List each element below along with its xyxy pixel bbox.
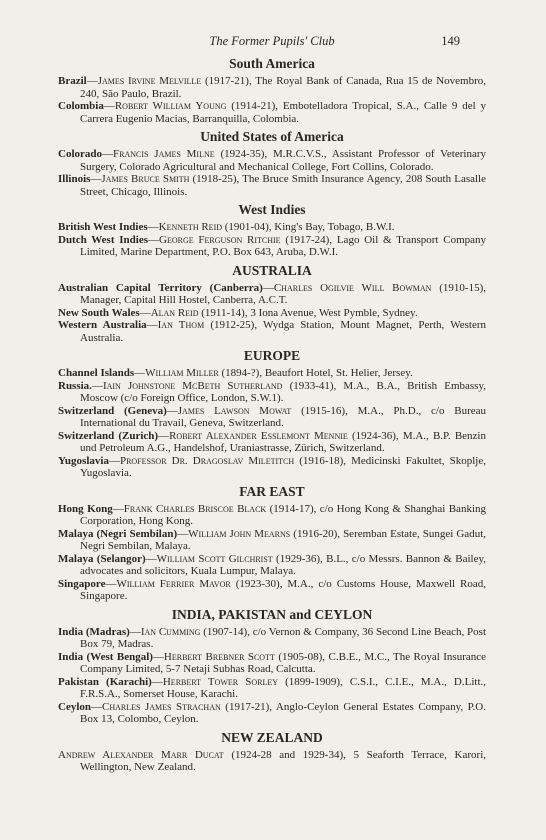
entry-region: Switzerland (Geneva) xyxy=(58,404,167,417)
entry-region: New South Wales xyxy=(58,306,140,319)
entry-region: Dutch West Indies xyxy=(58,233,148,246)
entry-name: James Irvine Melville xyxy=(97,75,202,87)
sections-container xyxy=(58,56,486,774)
entry: Switzerland (Zurich)—Robert Alexander Esslemont Mennie (1924-36), M.A., B.P. Benzin und Petroleum A.G., Handelshof, Uraniastrasse, Zürich, Switzerland. xyxy=(58,429,486,454)
section xyxy=(58,56,486,125)
entry-region: Ceylon xyxy=(58,700,91,713)
section-heading: South America xyxy=(229,56,315,71)
entry: Ceylon—Charles James Strachan (1917-21), Anglo-Ceylon General Estates Company, P.O. Box 13, Colombo, Ceylon. xyxy=(58,700,487,725)
entry-name: George Ferguson Ritchie xyxy=(159,233,281,246)
entry-region: Colombia xyxy=(58,100,104,112)
entry-name: Herbert Brebner Scott xyxy=(163,650,275,663)
entry: Singapore—William Ferrier Mavor (1923-30), M.A., c/o Customs House, Maxwell Road, Singapore. xyxy=(58,577,487,602)
entry: Malaya (Selangor)—William Scott Gilchrist (1929-36), B.L., c/o Messrs. Bannon & Bailey, advocates and solicitors, Kuala Lumpur, Malaya. xyxy=(58,552,487,577)
entry-region: Malaya (Negri Sembilan) xyxy=(58,527,178,540)
entry-details: (1899-1909), C.S.I., C.I.E., M.A., D.Litt., F.R.S.A., Somerset House, Karachi. xyxy=(80,675,487,700)
entry-details: (1915-16), M.A., Ph.D., c/o Bureau International du Travail, Geneva, Switzerland. xyxy=(80,404,487,429)
section-heading: West Indies xyxy=(238,202,306,217)
entry-name: William John Mearns xyxy=(188,527,291,540)
entry: Switzerland (Geneva)—James Lawson Mowat (1915-16), M.A., Ph.D., c/o Bureau International du Travail, Geneva, Switzerland. xyxy=(58,404,487,429)
entry-details: (1911-14), 3 Iona Avenue, West Pymble, Sydney. xyxy=(201,306,418,319)
entry-details: (1910-15), Manager, Capital Hill Hostel, Canberra, A.C.T. xyxy=(80,281,487,306)
section xyxy=(58,607,486,726)
entry-name: Charles Ogilvie Will Bowman xyxy=(273,281,432,294)
entry-region: Hong Kong xyxy=(58,502,113,515)
entry-region: Yugoslavia xyxy=(58,454,109,467)
entry-details: (1916-20), Seremban Estate, Sungei Gadut, Negri Sembilan, Malaya. xyxy=(80,527,487,552)
entry-name: Charles James Strachan xyxy=(102,700,221,713)
entry: Yugoslavia—Professor Dr. Dragoslav Miletitch (1916-18), Medicinski Fakultet, Skoplje, Yugoslavia. xyxy=(58,454,486,479)
entry: India (Madras)—Ian Cumming (1907-14), c/o Vernon & Company, 36 Second Line Beach, Post Box 79, Madras. xyxy=(58,625,487,650)
entry: British West Indies—Kenneth Reid (1901-04), King's Bay, Tobago, B.W.I. xyxy=(58,221,395,233)
section xyxy=(58,129,486,198)
section-heading: United States of America xyxy=(200,129,344,144)
entry-region: British West Indies xyxy=(58,221,148,233)
entry xyxy=(58,749,486,774)
section xyxy=(58,263,486,345)
entry-name: James Lawson Mowat xyxy=(177,404,292,417)
entry-details: (1917-21), The Royal Bank of Canada, Rua 15 de Novembro, 240, São Paulo, Brazil. xyxy=(80,75,486,100)
section-heading: EUROPE xyxy=(243,348,301,363)
entry-details: (1914-17), c/o Hong Kong & Shanghai Banking Corporation, Hong Kong. xyxy=(80,502,487,527)
entry-region: Colorado xyxy=(58,148,102,160)
entry-name: Alan Reid xyxy=(150,306,199,319)
entry-name: Ian Thom xyxy=(157,319,205,331)
entry-name: Iain Johnstone McBeth Sutherland xyxy=(102,379,283,392)
section-heading: FAR EAST xyxy=(239,483,305,499)
entry: Australian Capital Territory (Canberra)—Charles Ogilvie Will Bowman (1910-15), Manager, Capital Hill Hostel, Canberra, A.C.T. xyxy=(58,281,487,306)
section-heading: AUSTRALIA xyxy=(232,262,312,278)
section xyxy=(58,202,486,259)
section xyxy=(58,484,486,603)
entry-region: Brazil xyxy=(58,75,87,87)
entry-details: (1916-18), Medicinski Fakultet, Skoplje, Yugoslavia. xyxy=(80,454,486,479)
entry: New South Wales—Alan Reid (1911-14), 3 Iona Avenue, West Pymble, Sydney. xyxy=(58,306,418,319)
entry-region: Malaya (Selangor) xyxy=(58,552,146,565)
entry-name: Andrew Alexander Marr Ducat xyxy=(58,748,224,761)
entry-name: William Ferrier Mavor xyxy=(116,577,231,590)
entry-details: (1924-35), M.R.C.V.S., Assistant Professor of Veterinary Surgery, Colorado Agricultural and Mechanical College, Fort Collins, Colorado. xyxy=(80,148,486,173)
entry-region: India (West Bengal) xyxy=(58,650,153,663)
entry-region: Channel Islands xyxy=(58,367,135,379)
section xyxy=(58,348,486,480)
entry-region: Illinois xyxy=(58,173,91,185)
entry: Illinois—James Bruce Smith (1918-25), The Bruce Smith Insurance Agency, 208 South Lasalle Street, Chicago, Illinois. xyxy=(58,173,486,198)
entry: Brazil—James Irvine Melville (1917-21), The Royal Bank of Canada, Rua 15 de Novembro, 240, São Paulo, Brazil. xyxy=(58,75,486,100)
entry: Western Australia—Ian Thom (1912-25), Wydga Station, Mount Magnet, Perth, Western Australia. xyxy=(58,319,487,344)
entry-name: William Miller xyxy=(145,367,219,379)
entry-details: (1894-?), Beaufort Hotel, St. Helier, Jersey. xyxy=(221,367,413,379)
entry-details: (1917-21), Anglo-Ceylon General Estates Company, P.O. Box 13, Colombo, Ceylon. xyxy=(80,700,487,725)
entry-name: Frank Charles Briscoe Black xyxy=(123,502,267,515)
running-head xyxy=(58,34,486,52)
entry-details: (1933-41), M.A., B.A., British Embassy, Moscow (c/o Foreign Office, London, S.W.1). xyxy=(80,379,486,404)
entry-details: (1917-24), Lago Oil & Transport Company Limited, Marine Department, P.O. Box 643, Aruba, D.W.I. xyxy=(80,233,487,258)
entry: Pakistan (Karachi)—Herbert Tower Sorley (1899-1909), C.S.I., C.I.E., M.A., D.Litt., F.R.S.A., Somerset House, Karachi. xyxy=(58,675,487,700)
entry-name: Robert Alexander Esslemont Mennie xyxy=(169,429,348,442)
entry: Colorado—Francis James Milne (1924-35), M.R.C.V.S., Assistant Professor of Veterinary Surgery, Colorado Agricultural and Mechanical College, Fort Collins, Colorado. xyxy=(58,148,486,173)
entry: Dutch West Indies—George Ferguson Ritchie (1917-24), Lago Oil & Transport Company Limited, Marine Department, P.O. Box 643, Aruba, D.W.I. xyxy=(58,233,487,258)
entry: India (West Bengal)—Herbert Brebner Scott (1905-08), C.B.E., M.C., The Royal Insurance Company Limited, 5-7 Netaji Subhas Road, Calcutta. xyxy=(58,650,487,675)
entry-region: Western Australia xyxy=(58,319,147,331)
entry-details: (1901-04), King's Bay, Tobago, B.W.I. xyxy=(224,221,395,233)
entry-details: (1923-30), M.A., c/o Customs House, Maxwell Road, Singapore. xyxy=(80,577,487,602)
entry-details: (1924-28 and 1929-34), 5 Seaforth Terrace, Karori, Wellington, New Zealand. xyxy=(80,748,487,773)
entry: Hong Kong—Frank Charles Briscoe Black (1914-17), c/o Hong Kong & Shanghai Banking Corporation, Hong Kong. xyxy=(58,502,487,527)
section-heading: NEW ZEALAND xyxy=(221,729,323,745)
entry-details: (1907-14), c/o Vernon & Company, 36 Second Line Beach, Post Box 79, Madras. xyxy=(80,625,487,650)
entry-details: (1924-36), M.A., B.P. Benzin und Petroleum A.G., Handelshof, Uraniastrasse, Zürich, Switzerland. xyxy=(80,429,486,454)
entry-region: Pakistan (Karachi) xyxy=(58,675,152,688)
entry-region: Australian Capital Territory (Canberra) xyxy=(58,281,263,294)
entry-region: Russia. xyxy=(58,379,92,392)
entry-details: (1912-25), Wydga Station, Mount Magnet, Perth, Western Australia. xyxy=(80,319,487,344)
entry-name: Herbert Tower Sorley xyxy=(162,675,278,688)
entry-name: Kenneth Reid xyxy=(158,221,223,233)
entry: Colombia—Robert William Young (1914-21), Embotelladora Tropical, S.A., Calle 9 del y Carrera Eugenio Macias, Barranquilla, Colombia. xyxy=(58,100,486,125)
entry: Malaya (Negri Sembilan)—William John Mearns (1916-20), Seremban Estate, Sungei Gadut, Negri Sembilan, Malaya. xyxy=(58,527,487,552)
entry-details: (1918-25), The Bruce Smith Insurance Agency, 208 South Lasalle Street, Chicago, Illinois. xyxy=(80,173,486,198)
entry-details: (1929-36), B.L., c/o Messrs. Bannon & Bailey, advocates and solicitors, Kuala Lumpur, Malaya. xyxy=(80,552,487,577)
entry-name: James Bruce Smith xyxy=(101,173,190,185)
entry-name: Professor Dr. Dragoslav Miletitch xyxy=(119,454,295,467)
entry: Channel Islands—William Miller (1894-?), Beaufort Hotel, St. Helier, Jersey. xyxy=(58,367,413,379)
entry-name: Francis James Milne xyxy=(113,148,215,160)
entry-name: Robert William Young xyxy=(114,100,227,112)
section-heading: INDIA, PAKISTAN and CEYLON xyxy=(171,606,373,622)
entry-region: Switzerland (Zurich) xyxy=(58,429,159,442)
entry-region: India (Madras) xyxy=(58,625,130,638)
entry-name: Ian Cumming xyxy=(140,625,201,638)
section xyxy=(58,730,486,774)
entry-details: (1905-08), C.B.E., M.C., The Royal Insurance Company Limited, 5-7 Netaji Subhas Road, Calcutta. xyxy=(80,650,487,675)
entry: Russia.—Iain Johnstone McBeth Sutherland (1933-41), M.A., B.A., British Embassy, Moscow (c/o Foreign Office, London, S.W.1). xyxy=(58,379,486,404)
entry-region: Singapore xyxy=(58,577,106,590)
entry-name: William Scott Gilchrist xyxy=(156,552,273,565)
running-title: The Former Pupils' Club xyxy=(209,34,335,48)
page-number: 149 xyxy=(441,34,460,48)
entry-details: (1914-21), Embotelladora Tropical, S.A., Calle 9 del y Carrera Eugenio Macias, Barranquilla, Colombia. xyxy=(80,100,486,125)
